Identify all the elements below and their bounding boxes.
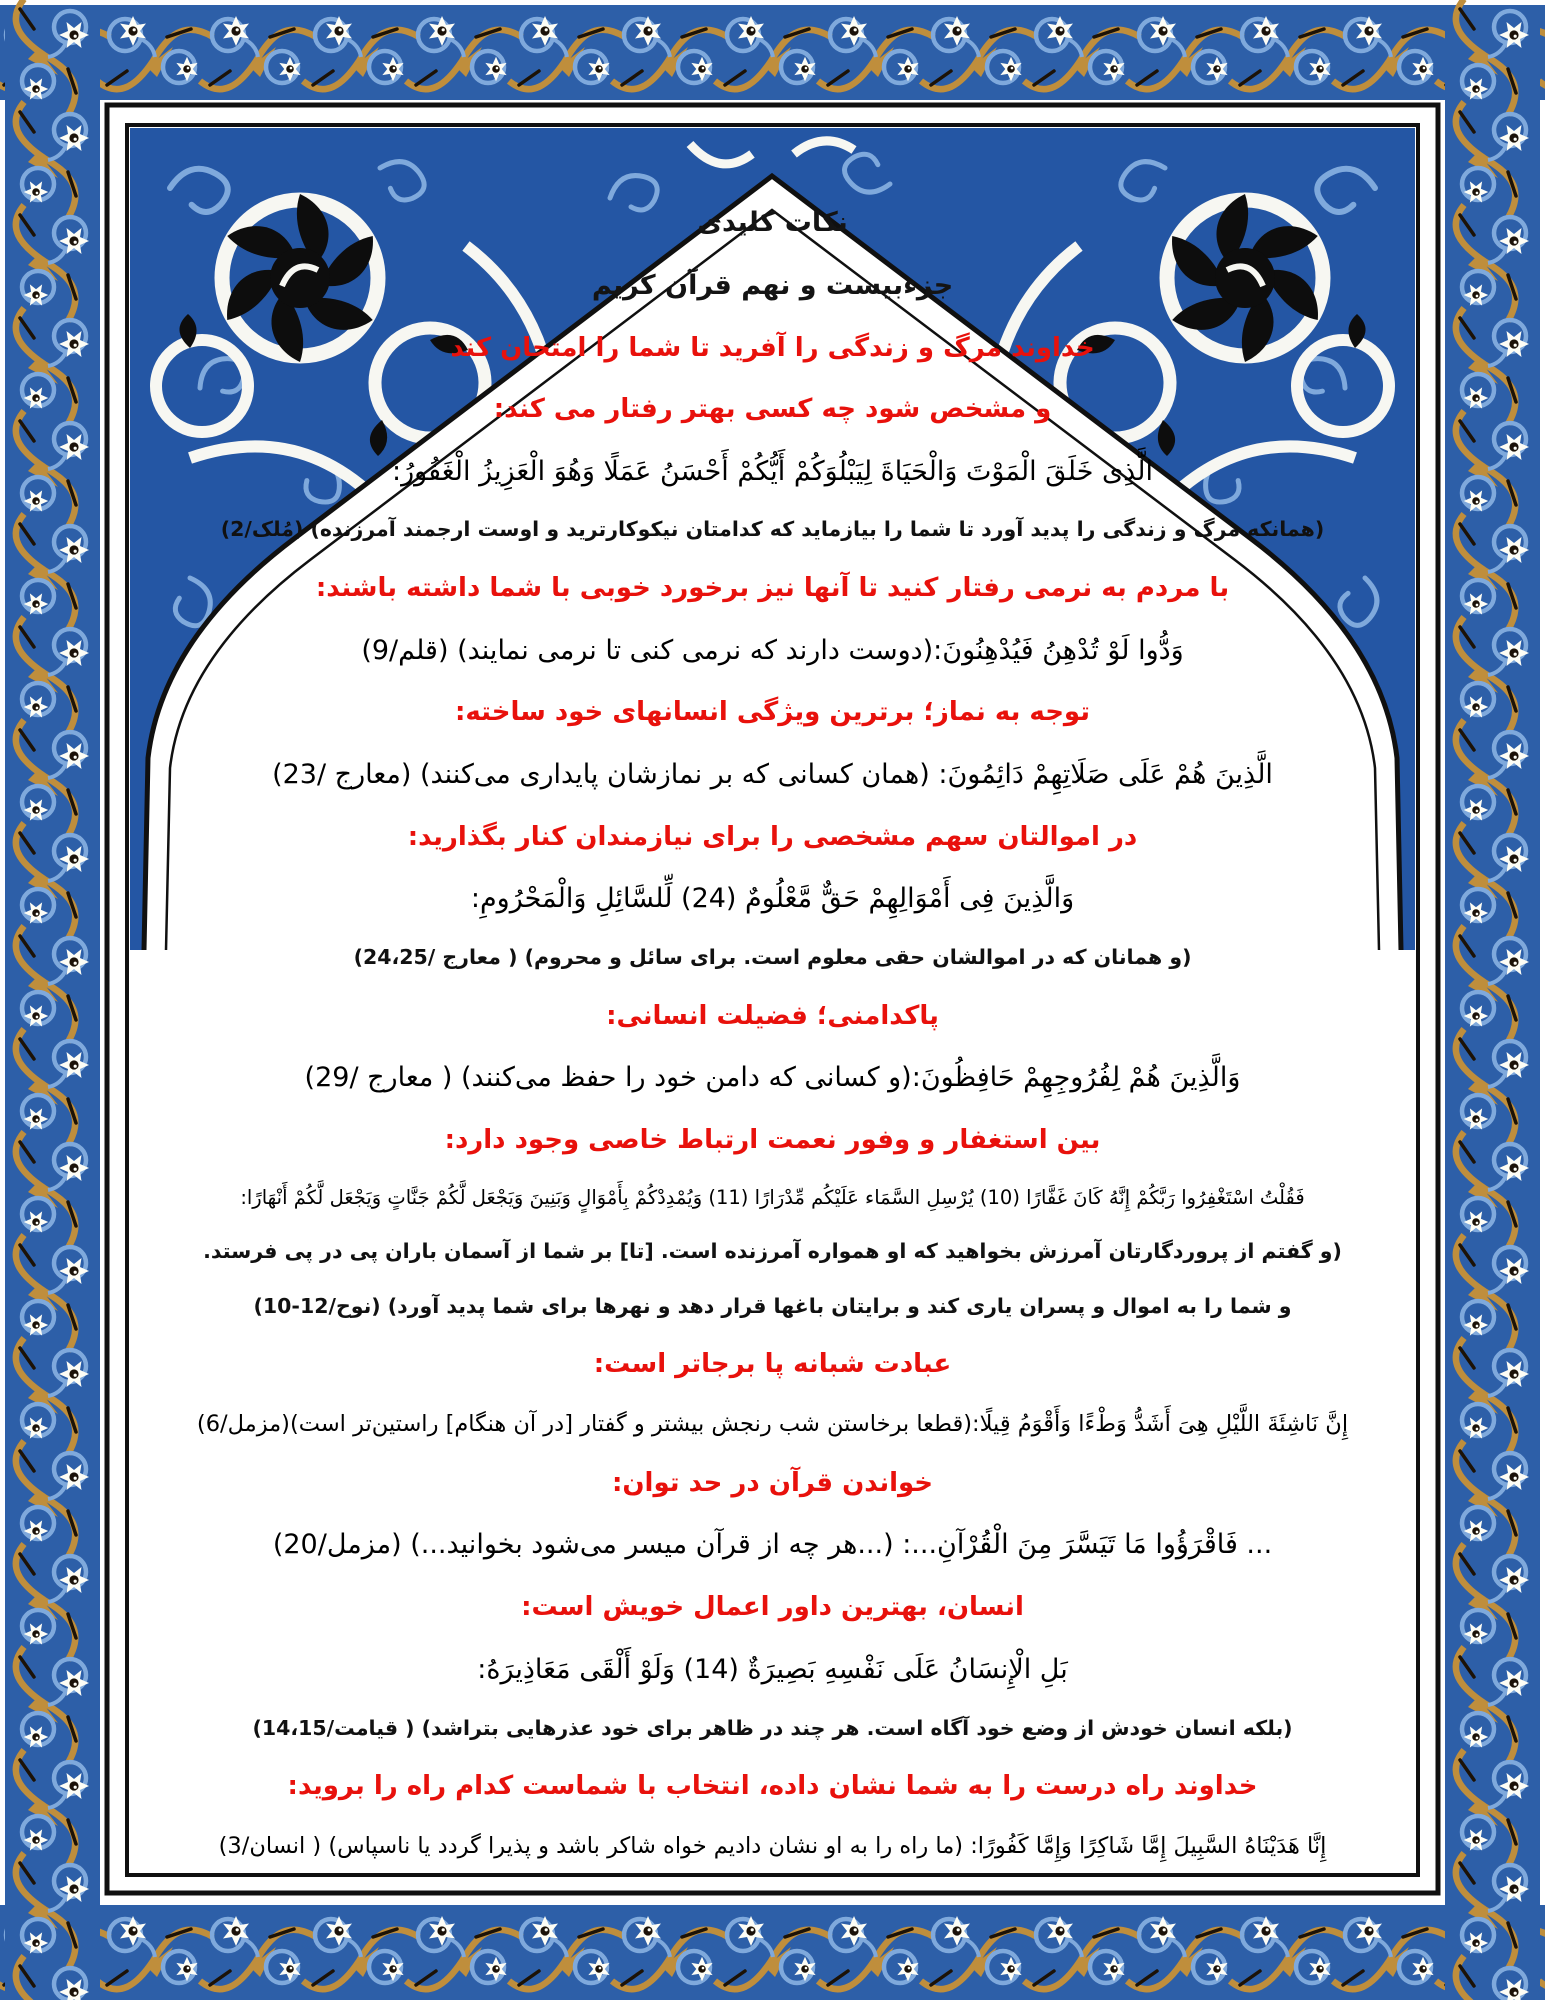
border-pattern-bottom: [0, 1905, 1545, 2000]
border-pattern-top: [0, 5, 1545, 100]
heading-line: توجه به نماز؛ برترین ویژگی انسانهای خود ساخته:: [455, 697, 1090, 728]
title-line: نکات کلیدی: [697, 207, 848, 238]
verse-inline-line: ... فَاقْرَؤُوا مَا تَیَسَّرَ مِنَ الْقُرْآنِ...: (...هر چه از قرآن میسر می‌شود بخوانید...) (مزمل/20): [272, 1529, 1273, 1561]
translation-line: (بلکه انسان خودش از وضع خود آگاه است. هر چند در ظاهر برای خود عذرهایی بتراشد) ( قیامت/14،15): [252, 1715, 1293, 1740]
border-pattern-right: [1445, 0, 1540, 2000]
heading-line: عبادت شبانه پا برجاتر است:: [593, 1349, 952, 1380]
translation-line: (و گفتم از پروردگارتان آمرزش بخواهید که او همواره آمرزنده است. [تا] بر شما از آسمان باران پی در پی فرستد.: [203, 1238, 1342, 1263]
content-column: [150, 206, 1395, 1860]
heading-line: خداوند راه درست را به شما نشان داده، انتخاب با شماست کدام راه را بروید:: [287, 1771, 1258, 1802]
verse-inline-wide-line: إِنَّا هَدَیْنَاهُ السَّبِیلَ إِمَّا شَاکِرًا وَإِمَّا کَفُورًا: (ما راه را به او نشان دادیم خواه شاکر باشد و پذیرا گردد یا ناسپاس) ( انسان/3): [218, 1832, 1327, 1859]
verse-line: الَّذِی خَلَقَ الْمَوْتَ وَالْحَیَاةَ لِیَبْلُوَکُمْ أَیُّکُمْ أَحْسَنُ عَمَلًا وَهُوَ الْعَزِیزُ الْغَفُورُ:: [392, 455, 1153, 487]
heading-line: با مردم به نرمی رفتار کنید تا آنها نیز برخورد خوبی با شما داشته باشند:: [315, 573, 1230, 604]
border-pattern-left: [5, 0, 100, 2000]
verse-small-line: فَقُلْتُ اسْتَغْفِرُوا رَبَّکُمْ إِنَّهُ کَانَ غَفَّارًا (10) یُرْسِلِ السَّمَاء عَلَیْکُم مِّدْرَارًا (11) وَیُمْدِدْکُمْ بِأَمْوَالٍ وَبَنِینَ وَیَجْعَل لَّکُمْ جَنَّاتٍ وَیَجْعَل لَّکُمْ أَنْهَارًا:: [240, 1185, 1305, 1209]
translation-line: (و همانان که در اموالشان حقی معلوم است. برای سائل و محروم) ( معارج /24،25): [353, 945, 1192, 969]
verse-inline-line: وَالَّذِینَ هُمْ لِفُرُوجِهِمْ حَافِظُونَ:(و کسانی که دامن خود را حفظ می‌کنند) ( معارج /29): [304, 1062, 1241, 1094]
translation-line: (همانکه مرگ و زندگی را پدید آورد تا شما را بیازماید که کدامتان نیکوکارترید و اوست ارجمند آمرزنده) (مُلک/2): [220, 517, 1325, 542]
heading-line: و مشخص شود چه کسی بهتر رفتار می کند:: [493, 394, 1052, 425]
verse-inline-line: وَدُّوا لَوْ تُدْهِنُ فَیُدْهِنُونَ:(دوست دارند که نرمی کنی تا نرمی نمایند) (قلم/9): [361, 634, 1184, 666]
heading-line: بین استغفار و وفور نعمت ارتباط خاصی وجود دارد:: [444, 1124, 1101, 1155]
heading-line: در اموالتان سهم مشخصی را برای نیازمندان کنار بگذارید:: [407, 821, 1138, 852]
title-line: جزءبیست و نهم قرآن کریم: [591, 269, 954, 301]
heading-line: انسان، بهترین داور اعمال خویش است:: [521, 1592, 1024, 1623]
heading-line: خواندن قرآن در حد توان:: [611, 1467, 934, 1498]
verse-line: بَلِ الْإِنسَانُ عَلَى نَفْسِهِ بَصِیرَةٌ (14) وَلَوْ أَلْقَى مَعَاذِیرَهُ:: [477, 1653, 1068, 1685]
translation-line: و شما را به اموال و پسران یاری کند و برایتان باغها قرار دهد و نهرها برای شما پدید آورد) (نوح/12-10): [253, 1293, 1292, 1318]
heading-line: خداوند مرگ و زندگی را آفرید تا شما را امتحان کند: [450, 332, 1095, 363]
verse-inline-wide-line: إِنَّ نَاشِئَةَ اللَّیْلِ هِیَ أَشَدُّ وَطْءًا وَأَقْوَمُ قِیلًا:(قطعا برخاستن شب رنجش بیشتر و گفتار [در آن هنگام] راستین‌تر است)(مزمل/6): [196, 1410, 1349, 1437]
heading-line: پاکدامنی؛ فضیلت انسانی:: [606, 1000, 939, 1031]
verse-line: وَالَّذِینَ فِی أَمْوَالِهِمْ حَقٌّ مَّعْلُومٌ (24) لِّلسَّائِلِ وَالْمَحْرُومِ:: [470, 883, 1075, 915]
verse-inline-line: الَّذِینَ هُمْ عَلَى صَلَاتِهِمْ دَائِمُونَ: (همان کسانی که بر نمازشان پایداری می‌کنند) (معارج /23): [272, 758, 1273, 790]
